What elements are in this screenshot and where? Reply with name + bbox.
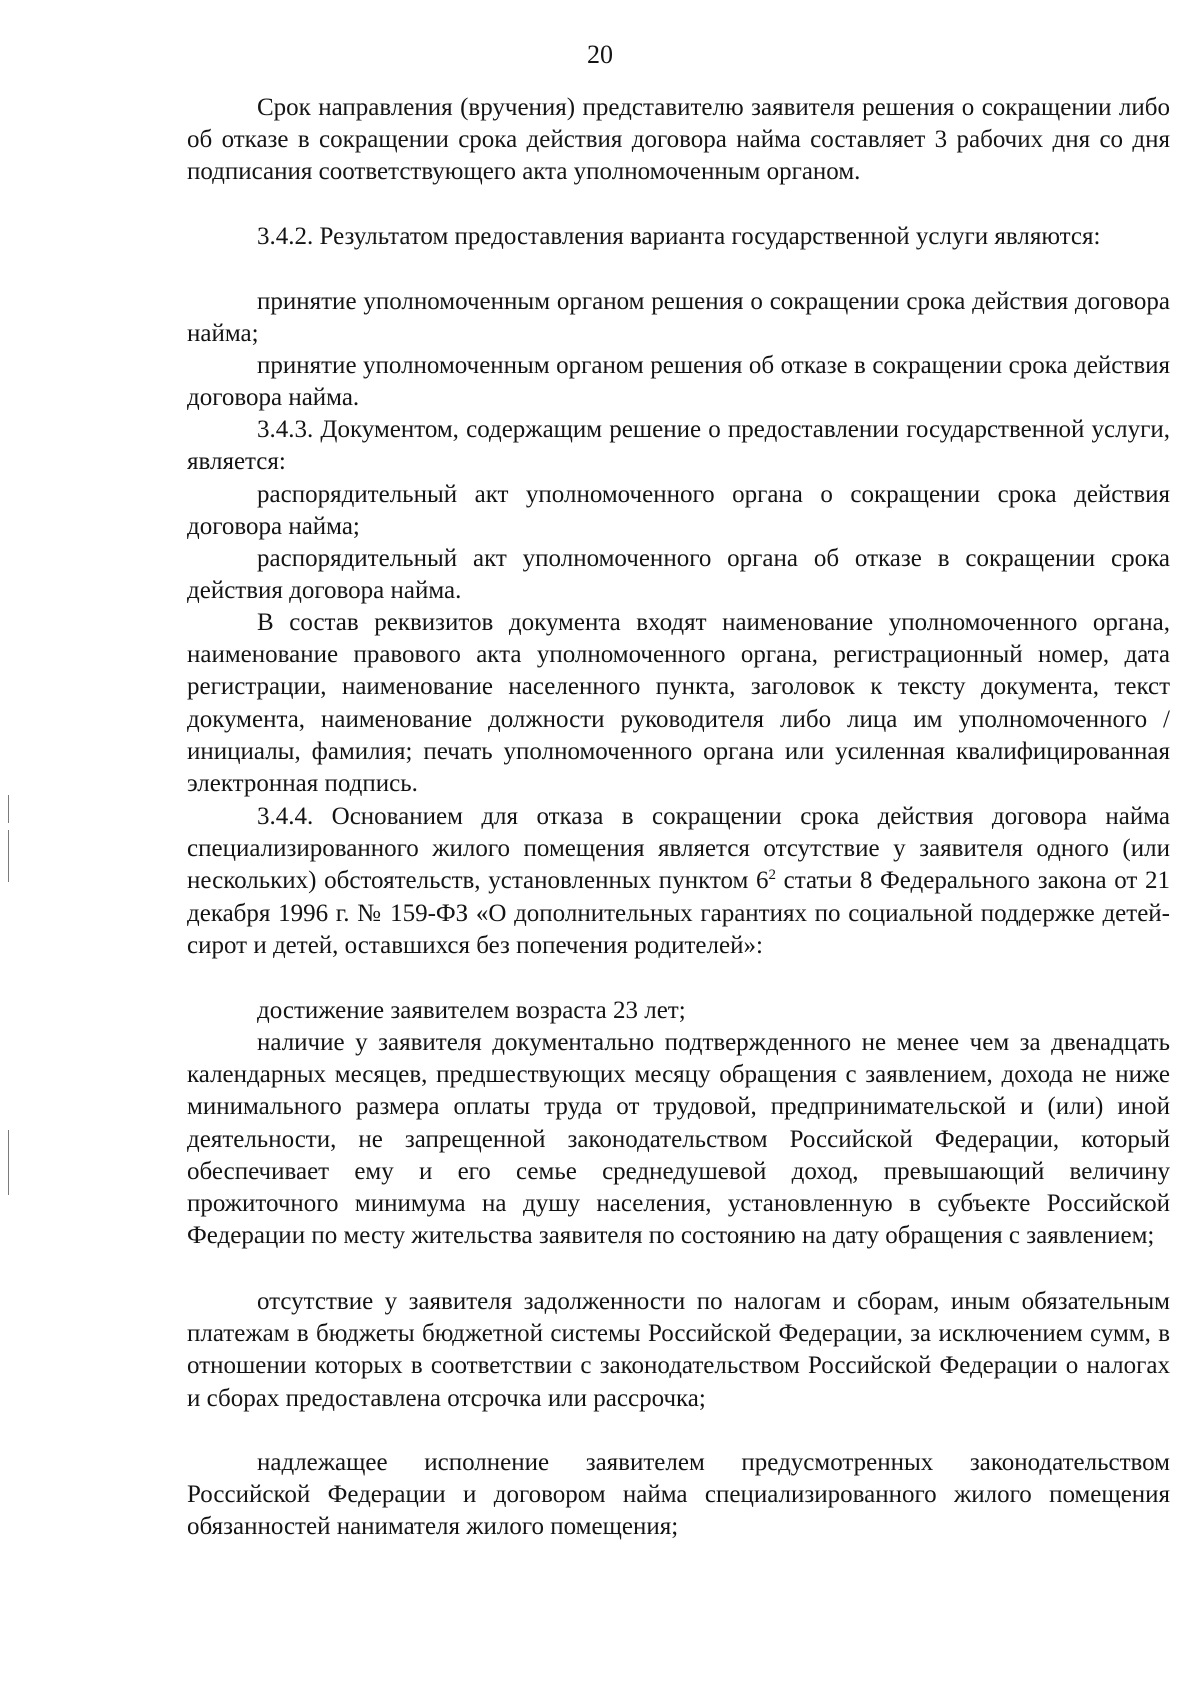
list-item-decision-reduce-term: принятие уполномоченным органом решения о сокращении срока действия договора найма; bbox=[187, 288, 1170, 348]
list-item-decision-refuse-reduce: принятие уполномоченным органом решения об отказе в сокращении срока действия договора найма. bbox=[187, 352, 1170, 412]
paragraph-3-4-2-results: 3.4.2. Результатом предоставления варианта государственной услуги являются: bbox=[257, 223, 1101, 250]
list-item-documented-income: наличие у заявителя документально подтвержденного не менее чем за двенадцать календарных месяцев, предшествующих месяцу обращения с заявлением, дохода не ниже минимального размера оплаты труда от трудовой, предпринимательской и (или) иной деятельности, не запрещенной законодательством Российской Федерации, который обеспечивает ему и его семье среднедушевой доход, превышающий величину прожиточного минимума на душу населения, установленную в субъекте Российской Федерации по месту жительства заявителя по состоянию на дату обращения с заявлением; bbox=[187, 1029, 1170, 1250]
paragraph-document-requisites: В состав реквизитов документа входят наименование уполномоченного органа, наименование правового акта уполномоченного органа, регистрационный номер, дата регистрации, наименование населенного пункта, заголовок к тексту документа, текст документа, наименование должности руководителя либо лица им уполномоченного / инициалы, фамилия; печать уполномоченного органа или усиленная квалифицированная электронная подпись. bbox=[187, 609, 1170, 798]
paragraph-delivery-term: Срок направления (вручения) представителю заявителя решения о сокращении либо об отказе в сокращении срока действия договора найма составляет 3 рабочих дня со дня подписания соответствующего акта уполномоченным органом. bbox=[187, 94, 1170, 186]
scan-edge-mark bbox=[8, 1130, 9, 1195]
superscript-mark: 2 bbox=[768, 867, 776, 884]
list-item-no-tax-debt: отсутствие у заявителя задолженности по налогам и сборам, иным обязательным платежам в бюджеты бюджетной системы Российской Федерации, за исключением сумм, в отношении которых в соответствии с законодательством Российской Федерации о налогах и сборах предоставлена отсрочка или рассрочка; bbox=[187, 1288, 1170, 1412]
paragraph-3-4-4-refusal-grounds bbox=[187, 801, 1170, 962]
paragraph-3-4-4-text-after: статьи 8 Федерального закона от 21 декабря 1996 г. № 159-ФЗ «О дополнительных гарантиях по социальной поддержке детей-сирот и детей, оставшихся без попечения родителей»: bbox=[187, 867, 1170, 959]
paragraph-3-4-4-text-before: 3.4.4. Основанием для отказа в сокращении срока действия договора найма специализированного жилого помещения является отсутствие у заявителя одного (или нескольких) обстоятельств, установленных пунктом 6 bbox=[187, 803, 1170, 895]
scan-edge-mark bbox=[8, 830, 9, 882]
scan-edge-mark bbox=[8, 795, 9, 823]
list-item-age-23: достижение заявителем возраста 23 лет; bbox=[257, 997, 686, 1024]
list-item-act-refuse-reduce: распорядительный акт уполномоченного органа об отказе в сокращении срока действия договора найма. bbox=[187, 545, 1170, 605]
paragraph-3-4-3-document: 3.4.3. Документом, содержащим решение о предоставлении государственной услуги, является: bbox=[187, 416, 1170, 476]
page-number: 20 bbox=[587, 40, 613, 69]
list-item-proper-performance: надлежащее исполнение заявителем предусмотренных законодательством Российской Федерации и договором найма специализированного жилого помещения обязанностей нанимателя жилого помещения; bbox=[187, 1449, 1170, 1541]
list-item-act-reduce-term: распорядительный акт уполномоченного органа о сокращении срока действия договора найма; bbox=[187, 481, 1170, 541]
